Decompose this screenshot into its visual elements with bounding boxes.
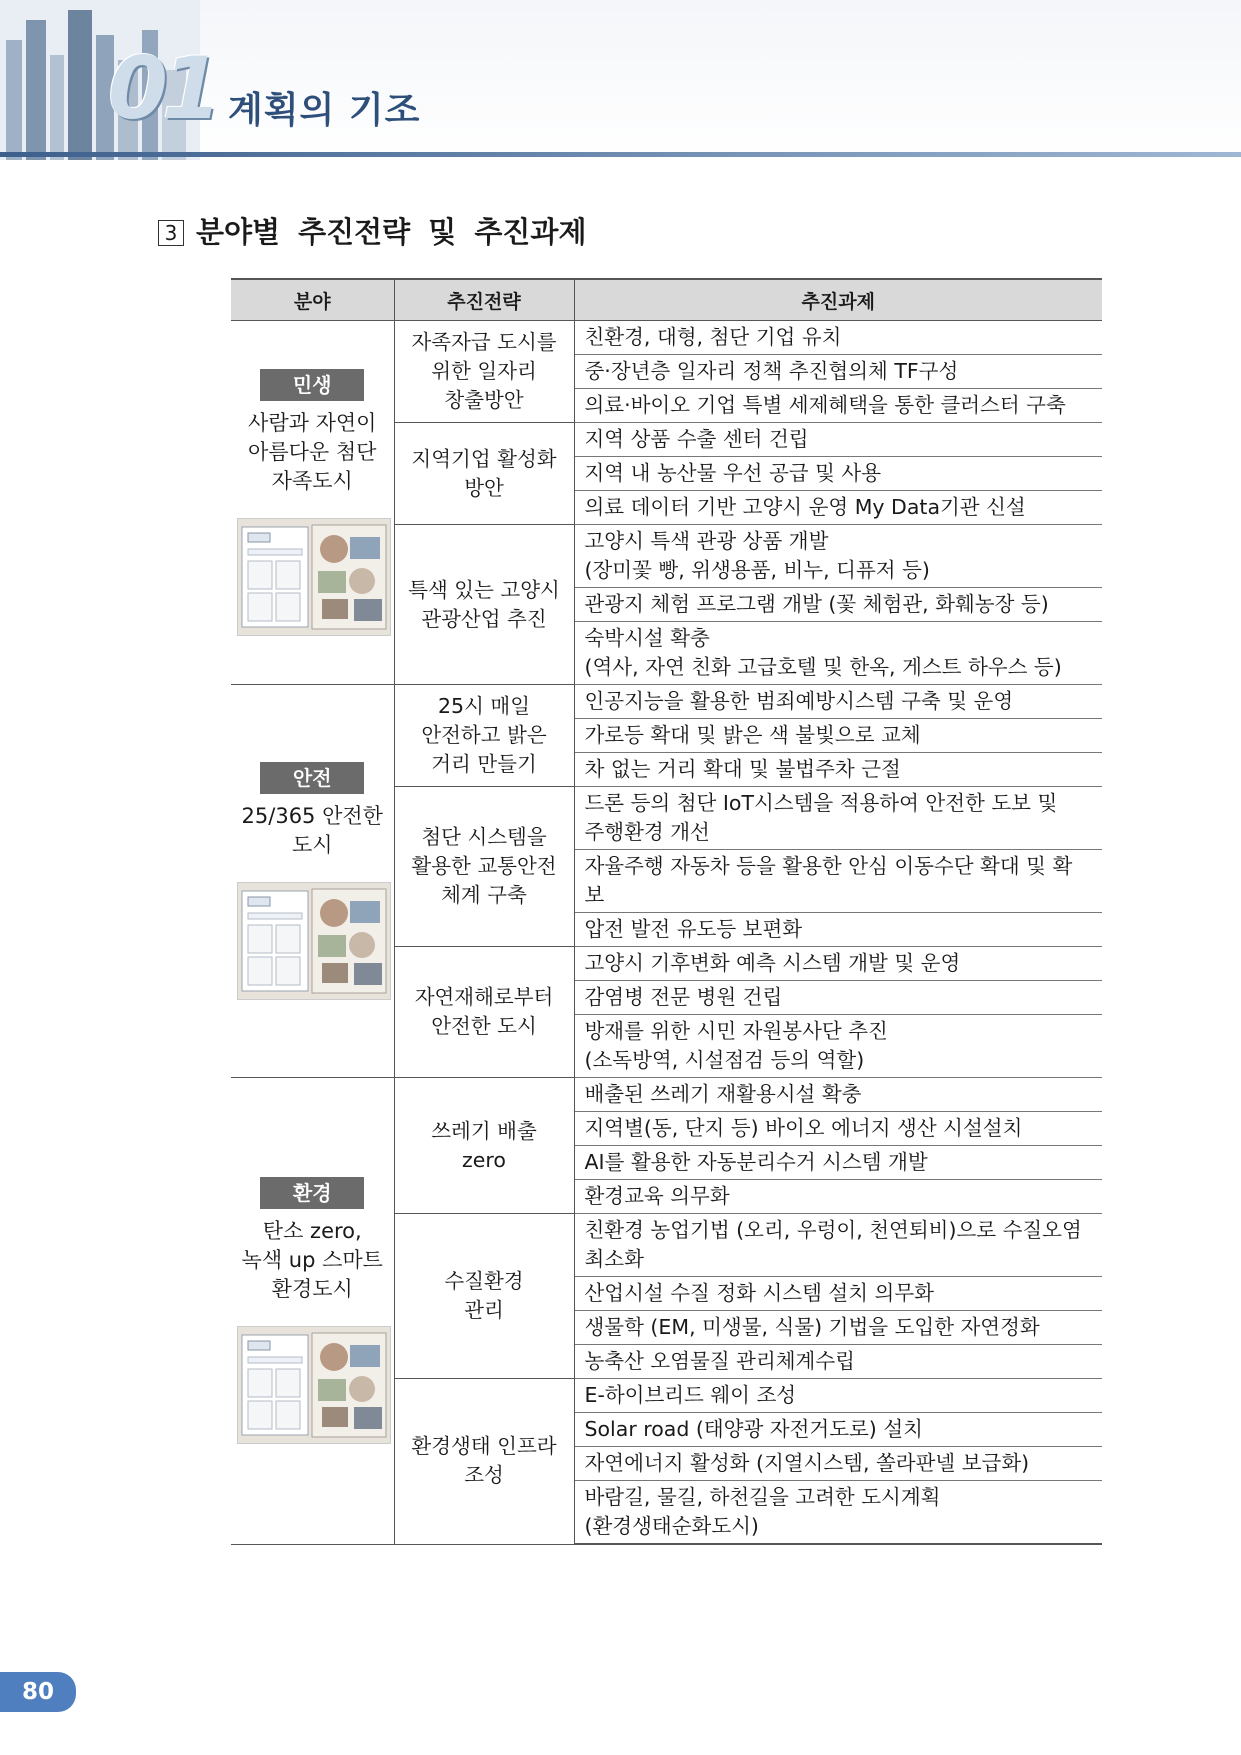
strategy-line: 수질환경 — [444, 1269, 524, 1293]
area-badge: 민생 — [260, 369, 364, 401]
strategy-cell — [394, 1078, 574, 1214]
strategy-line: 지역기업 활성화 — [411, 446, 557, 471]
area-description: 자족도시 — [271, 469, 353, 493]
task-line: 배출된 쓰레기 재활용시설 확충 — [584, 1082, 862, 1106]
task-line: E-하이브리드 웨이 조성 — [584, 1383, 797, 1407]
strategy-table — [231, 278, 1102, 1545]
task-line: 차 없는 거리 확대 및 불법주차 근절 — [584, 757, 901, 781]
task-cell — [574, 947, 1102, 981]
strategy-line: 안전하고 밝은 — [421, 723, 547, 747]
strategy-line: 체계 구축 — [441, 883, 527, 907]
area-board-photo — [237, 1326, 391, 1444]
area-board-photo — [237, 882, 391, 1000]
area-cell — [231, 1078, 394, 1545]
task-line: 농축산 오염물질 관리체계수립 — [584, 1349, 855, 1373]
task-line: 인공지능을 활용한 범죄예방시스템 구축 및 운영 — [584, 689, 1014, 713]
area-description: 사람과 자연이 — [248, 411, 377, 435]
area-description: 도시 — [291, 833, 333, 857]
task-line: 환경교육 의무화 — [584, 1184, 730, 1208]
task-line: 최소화 — [584, 1247, 644, 1271]
strategy-line: 첨단 시스템을 — [421, 825, 547, 849]
area-badge: 안전 — [260, 762, 364, 794]
task-cell — [574, 1015, 1102, 1078]
task-cell — [574, 1481, 1102, 1545]
strategy-line: 25시 매일 — [437, 694, 530, 718]
task-cell — [574, 1345, 1102, 1379]
task-line: 자율주행 자동차 등을 활용한 안심 이동수단 확대 및 확보 — [584, 854, 1073, 907]
task-cell — [574, 1214, 1102, 1277]
task-line: (환경생태순화도시) — [584, 1514, 759, 1538]
strategy-cell — [394, 321, 574, 423]
section-number: 3 — [158, 220, 184, 246]
task-line: 숙박시설 확충 — [584, 626, 710, 650]
area-description: 녹색 up 스마트 — [241, 1248, 383, 1273]
strategy-cell — [394, 947, 574, 1078]
task-cell — [574, 1078, 1102, 1112]
strategy-line: 쓰레기 배출 — [431, 1118, 537, 1143]
task-cell — [574, 913, 1102, 947]
task-cell — [574, 753, 1102, 787]
task-line: 중·장년층 일자리 정책 추진협의체 TF구성 — [584, 359, 959, 383]
strategy-cell — [394, 525, 574, 685]
strategy-line: 거리 만들기 — [431, 752, 537, 776]
task-cell — [574, 850, 1102, 913]
task-cell — [574, 389, 1102, 423]
task-line: 의료·바이오 기업 특별 세제혜택을 통한 클러스터 구축 — [584, 393, 1066, 417]
task-cell — [574, 1112, 1102, 1146]
task-cell — [574, 1146, 1102, 1180]
task-cell — [574, 355, 1102, 389]
task-line: 생물학 (EM, 미생물, 식물) 기법을 도입한 자연정화 — [584, 1315, 1040, 1339]
task-cell — [574, 457, 1102, 491]
task-line: (장미꽃 빵, 위생용품, 비누, 디퓨저 등) — [584, 558, 930, 582]
strategy-cell — [394, 1214, 574, 1379]
table-row — [231, 1078, 1102, 1112]
strategy-line: 활용한 교통안전 — [411, 854, 557, 878]
header-area: 분야 — [231, 279, 394, 321]
task-cell — [574, 321, 1102, 355]
task-cell — [574, 1180, 1102, 1214]
area-description: 환경도시 — [271, 1277, 353, 1302]
table-row — [231, 685, 1102, 719]
area-cell — [231, 321, 394, 685]
task-cell — [574, 1277, 1102, 1311]
strategy-line: zero — [462, 1147, 506, 1172]
task-cell — [574, 787, 1102, 850]
area-description: 25/365 안전한 — [241, 804, 383, 828]
section-heading — [158, 210, 586, 251]
task-cell — [574, 423, 1102, 457]
task-line: (역사, 자연 친화 고급호텔 및 한옥, 게스트 하우스 등) — [584, 655, 1062, 679]
task-line: (소독방역, 시설점검 등의 역할) — [584, 1048, 865, 1072]
task-line: 의료 데이터 기반 고양시 운영 My Data기관 신설 — [584, 495, 1026, 519]
area-badge: 환경 — [260, 1177, 364, 1209]
task-line: 친환경 농업기법 (오리, 우렁이, 천연퇴비)으로 수질오염 — [584, 1218, 1082, 1242]
table-header-row — [231, 279, 1102, 321]
task-cell — [574, 1447, 1102, 1481]
task-line: 지역별(동, 단지 등) 바이오 에너지 생산 시설설치 — [584, 1116, 1023, 1140]
task-line: AI를 활용한 자동분리수거 시스템 개발 — [584, 1150, 928, 1174]
task-cell — [574, 1413, 1102, 1447]
task-line: 자연에너지 활성화 (지열시스템, 쏠라판넬 보급화) — [584, 1451, 1030, 1475]
task-line: 방재를 위한 시민 자원봉사단 추진 — [584, 1019, 888, 1043]
strategy-line: 자연재해로부터 — [414, 985, 554, 1009]
task-line: 주행환경 개선 — [584, 820, 710, 844]
task-cell — [574, 981, 1102, 1015]
strategy-line: 특색 있는 고양시 — [408, 577, 560, 602]
task-line: 드론 등의 첨단 IoT시스템을 적용하여 안전한 도보 및 — [584, 791, 1058, 815]
banner-divider — [0, 152, 1241, 157]
page-number: 80 — [0, 1672, 76, 1712]
section-title: 분야별 추진전략 및 추진과제 — [196, 215, 587, 249]
strategy-line: 자족자급 도시를 — [411, 330, 557, 354]
task-line: 압전 발전 유도등 보편화 — [584, 917, 803, 941]
area-board-photo — [237, 518, 391, 636]
task-line: 감염병 전문 병원 건립 — [584, 985, 783, 1009]
strategy-line: 창출방안 — [444, 388, 524, 412]
task-cell — [574, 588, 1102, 622]
task-line: 고양시 특색 관광 상품 개발 — [584, 529, 829, 553]
task-cell — [574, 685, 1102, 719]
task-line: 친환경, 대형, 첨단 기업 유치 — [584, 325, 842, 349]
task-line: 가로등 확대 및 밝은 색 불빛으로 교체 — [584, 723, 921, 747]
task-cell — [574, 622, 1102, 685]
strategy-line: 조성 — [464, 1463, 504, 1488]
area-description: 탄소 zero, — [262, 1219, 362, 1244]
chapter-title: 계획의 기조 — [228, 90, 421, 131]
strategy-cell — [394, 685, 574, 787]
strategy-line: 안전한 도시 — [431, 1014, 537, 1038]
strategy-line: 방안 — [464, 475, 504, 500]
header-task: 추진과제 — [574, 279, 1102, 321]
strategy-line: 관리 — [464, 1298, 504, 1322]
task-line: 바람길, 물길, 하천길을 고려한 도시계획 — [584, 1485, 941, 1509]
task-cell — [574, 1379, 1102, 1413]
chapter-banner — [0, 0, 1241, 160]
strategy-line: 위한 일자리 — [431, 359, 537, 383]
strategy-line: 환경생태 인프라 — [411, 1434, 557, 1459]
task-line: 지역 상품 수출 센터 건립 — [584, 427, 809, 451]
chapter-number: 01 — [108, 39, 216, 139]
strategy-line: 관광산업 추진 — [421, 606, 547, 631]
area-cell — [231, 685, 394, 1078]
task-line: 지역 내 농산물 우선 공급 및 사용 — [584, 461, 882, 485]
task-cell — [574, 491, 1102, 525]
task-cell — [574, 525, 1102, 588]
strategy-cell — [394, 787, 574, 947]
header-strategy: 추진전략 — [394, 279, 574, 321]
task-line: 산업시설 수질 정화 시스템 설치 의무화 — [584, 1281, 934, 1305]
task-cell — [574, 719, 1102, 753]
task-cell — [574, 1311, 1102, 1345]
strategy-cell — [394, 1379, 574, 1545]
table-row — [231, 321, 1102, 355]
task-line: Solar road (태양광 자전거도로) 설치 — [584, 1417, 923, 1441]
task-line: 고양시 기후변화 예측 시스템 개발 및 운영 — [584, 951, 961, 975]
strategy-cell — [394, 423, 574, 525]
table-body — [231, 321, 1102, 1545]
area-description: 아름다운 첨단 — [248, 440, 377, 464]
task-line: 관광지 체험 프로그램 개발 (꽃 체험관, 화훼농장 등) — [584, 592, 1049, 616]
